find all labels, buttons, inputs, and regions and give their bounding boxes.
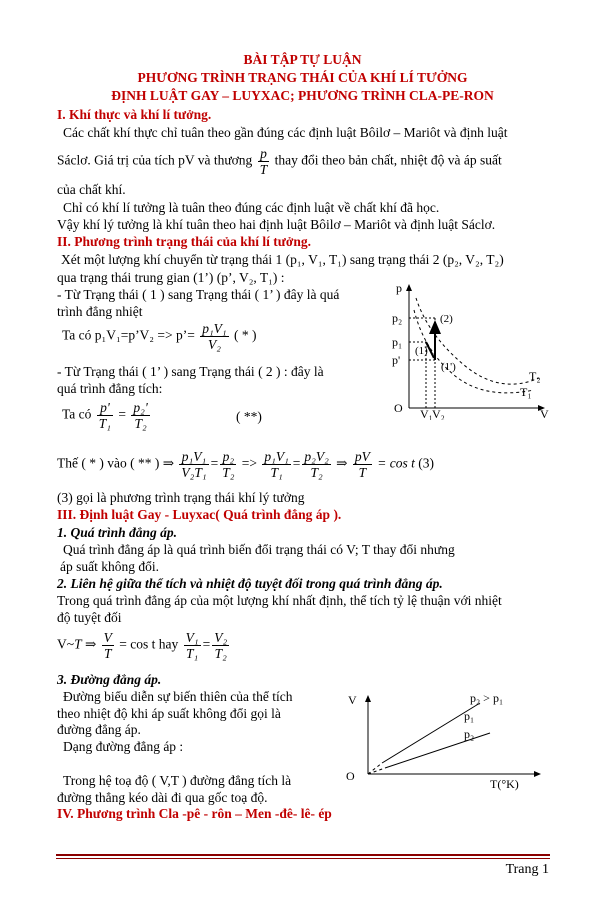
sec2-paragraph-4: trình đẳng nhiệt [57, 304, 143, 319]
graph-label-p2: p₂ [464, 727, 475, 741]
sec1-p2-text-a: Sáclơ. Giá trị của tích pV và thương [57, 152, 253, 168]
section-1-heading: I. Khí thực và khí lí tưởng. [57, 107, 212, 122]
frac-numerator: p₁V₁ [264, 449, 289, 464]
sec2-paragraph-3: - Từ Trạng thái ( 1 ) sang Trạng thái ( 1’ ) đây là quá [57, 287, 340, 302]
eq1-text: Ta có p₁V₁=p’V₂ => p’= [62, 327, 195, 343]
sec3-s2-paragraph-1: Trong quá trình đẳng áp của một lượng khí nhất định, thể tích tỷ lệ thuận với nhiệt [57, 593, 502, 608]
sec2-paragraph-2: qua trạng thái trung gian (1’) (p’, V₂, T₁) : [57, 270, 285, 285]
graph-label-state-1: (1) [415, 345, 428, 357]
sec1-paragraph-1: Các chất khí thực chỉ tuân theo gần đúng các định luật Bôilơ – Mariôt và định luật [63, 125, 508, 140]
page-number: Trang 1 [505, 862, 549, 877]
eq2-text: Ta có [62, 406, 92, 422]
isobar-p2-line [385, 733, 490, 768]
eq3-text: Thế ( * ) vào ( ** ) [57, 455, 160, 471]
sec2-paragraph-5: - Từ Trạng thái ( 1’ ) sang Trạng thái ( 2 ) : đây là [57, 364, 324, 379]
sec3-sub-3: 3. Đường đẳng áp. [57, 672, 162, 687]
graph-label-origin: O [346, 769, 355, 783]
equation-1 [62, 321, 257, 352]
equation-3: Thế ( * ) vào ( ** ) ⇒ $\frac{\text{p₁V₁}}{\text{V₂T₁}}$ = $\frac{\text{p₂}}{\text{T₂}}$ => $\frac{\text{p₁V₁}}{\text{T₁}}$ = $\frac{\text{p₂V₂}}{\text{T₂}}$ ⇒ $\frac{pV}{T}$ = cos t (3) [57, 449, 434, 480]
sec3-s3-paragraph-1: Đường biểu diễn sự biến thiên của thể tích [63, 689, 293, 704]
eq2-fraction-2 [131, 400, 149, 431]
eq3-fraction-4 [302, 449, 330, 480]
eq4-fraction-2 [212, 630, 229, 661]
frac-numerator: p₁V₁ [179, 449, 208, 465]
sec1-p2-text-b: thay đổi theo bản chất, nhiệt độ và áp suất [274, 152, 502, 168]
eq3-const: = cos t [377, 455, 415, 471]
frac-denominator: T [358, 465, 367, 480]
section-3-heading: III. Định luật Gay - Luyxac( Quá trình đẳng áp ). [57, 507, 342, 522]
sec2-paragraph-6: quá trình đẳng tích: [57, 381, 163, 396]
frac-numerator: p₂' [133, 400, 148, 415]
graph-label-p: p [396, 281, 402, 295]
sec3-s3-paragraph-3: đường đẳng áp. [57, 722, 141, 737]
frac-denominator: T₂ [134, 416, 147, 431]
sec3-s3-paragraph-5: Trong hệ toạ độ ( V,T ) đường đẳng tích là [63, 773, 292, 788]
frac-denominator: T [104, 646, 112, 661]
graph-label-p2: p₂ [392, 311, 403, 325]
frac-numerator: V₂ [214, 630, 228, 645]
frac-denominator: T₂ [214, 646, 227, 661]
graph-label-state-1p: (1') [441, 361, 456, 373]
fraction-p-over-t [258, 146, 270, 177]
title-3: ĐỊNH LUẬT GAY – LUYXAC; PHƯƠNG TRÌNH CLA-PE-RON [111, 88, 494, 103]
eq3-fraction-1 [179, 449, 208, 480]
frac-numerator: p₂V₂ [304, 449, 329, 464]
frac-numerator: V [103, 630, 112, 645]
graph-label-V2: V₂ [432, 407, 445, 420]
sec1-paragraph-5: Vậy khí lý tưởng là khí tuân theo hai định luật Bôilơ – Mariôt và định luật Sáclơ. [57, 217, 496, 232]
sec3-s3-paragraph-6: đường thẳng kéo dài đi qua gốc toạ độ. [57, 790, 268, 805]
title-2: PHƯƠNG TRÌNH TRẠNG THÁI CỦA KHÍ LÍ TƯỞNG [137, 70, 468, 85]
frac-denominator: V₂T₁ [181, 465, 207, 480]
sec3-sub-2: 2. Liên hệ giữa thể tích và nhiệt độ tuyệt đối trong quá trình đẳng áp. [57, 576, 443, 591]
sec2-paragraph-7: (3) gọi là phương trình trạng thái khí lý tưởng [57, 490, 305, 505]
frac-denominator: T₂ [222, 465, 235, 480]
eq4-prefix: V~ [57, 636, 75, 652]
sec1-paragraph-2 [57, 146, 502, 177]
sec1-paragraph-4: Chỉ có khí lí tưởng là tuân theo đúng các định luật về chất khí đã học. [63, 200, 440, 215]
isobar-p2-extension [368, 768, 385, 774]
graph-label-state-2: (2) [440, 313, 453, 325]
footer-rule-thin [56, 858, 550, 859]
eq2-fraction-1 [97, 400, 113, 431]
frac-denominator: T₁ [270, 465, 283, 480]
graph-label-p1: p₁ [464, 709, 475, 723]
graph-label-T: T(°K) [490, 777, 519, 791]
equation-4: V~T ⇒ $\frac{V}{T}$ = cos t hay $\frac{\text{V₁}}{\text{T₁}}$ = $\frac{\text{V₂}}{\text{T₂}}$ [57, 630, 228, 661]
sec3-s3-paragraph-4: Dạng đường đẳng áp : [63, 739, 184, 754]
eq4-fraction [102, 630, 114, 661]
eq3-fraction-3 [262, 449, 290, 480]
frac-numerator: V₁ [185, 630, 199, 645]
graph-label-V: V [540, 407, 549, 420]
eq3-fraction-5 [353, 449, 372, 480]
graph-label-V1: V₁ [420, 407, 433, 420]
vt-isobar-diagram [340, 688, 550, 792]
sec3-s3-paragraph-2: theo nhiệt độ khi áp suất không đổi gọi là [57, 706, 281, 721]
frac-denominator: T [259, 162, 268, 177]
eq2-tag: ( **) [236, 409, 262, 424]
frac-denominator: T₂ [310, 465, 323, 480]
graph-label-origin: O [394, 401, 403, 415]
eq4-middle: = cos t hay [119, 636, 179, 652]
eq4-T: T [74, 636, 82, 652]
frac-numerator: pV [354, 449, 370, 464]
frac-numerator: p' [97, 400, 113, 416]
equation-2: Ta có $\frac{p'}{\text{T₁}}$ = $\frac{\text{p₂'}}{\text{T₂}}$ [62, 400, 148, 431]
sec3-s1-paragraph-2: áp suất không đổi. [60, 559, 159, 574]
eq4-fraction-1 [184, 630, 201, 661]
graph-label-p1: p₁ [392, 335, 403, 349]
eq1-fraction [200, 321, 228, 352]
sec3-sub-1: 1. Quá trình đẳng áp. [57, 525, 178, 540]
sec3-s1-paragraph-1: Quá trình đẳng áp là quá trình biến đổi trạng thái có V; T thay đổi nhưng [63, 542, 455, 557]
frac-denominator: T₁ [186, 646, 199, 661]
graph-label-condition: p₂ > p₁ [470, 691, 504, 705]
sec1-paragraph-3: của chất khí. [57, 182, 126, 197]
eq3-tag: (3) [418, 455, 434, 471]
eq3-fraction-2 [220, 449, 236, 480]
frac-numerator: p₂ [220, 449, 236, 465]
sec3-s2-paragraph-2: độ tuyệt đối [57, 610, 122, 625]
pv-diagram [384, 280, 554, 420]
frac-numerator: p [258, 146, 270, 162]
graph-label-V: V [348, 693, 357, 707]
section-2-heading: II. Phương trình trạng thái của khí lí tưởng. [57, 234, 311, 249]
graph-label-pprime: p' [392, 353, 401, 367]
frac-denominator: V₂ [207, 337, 221, 352]
isobar-p1-extension [368, 763, 382, 774]
graph-label-T1: T₁ [520, 385, 532, 399]
graph-label-T2: T₂ [529, 369, 541, 383]
section-4-heading: IV. Phương trình Cla -pê - rôn – Men -đê- lê- ép [57, 806, 332, 821]
sec2-paragraph-1: Xét một lượng khí chuyển từ trạng thái 1 (p₁, V₁, T₁) sang trạng thái 2 (p₂, V₂, T₂) [61, 252, 504, 267]
isotherm-T1 [414, 310, 534, 393]
frac-denominator: T₁ [98, 416, 111, 431]
title-1: BÀI TẬP TỰ LUẬN [243, 52, 362, 67]
footer-rule [56, 854, 550, 856]
frac-numerator: p₁V₁ [202, 321, 227, 336]
eq1-tag: ( * ) [234, 327, 257, 343]
